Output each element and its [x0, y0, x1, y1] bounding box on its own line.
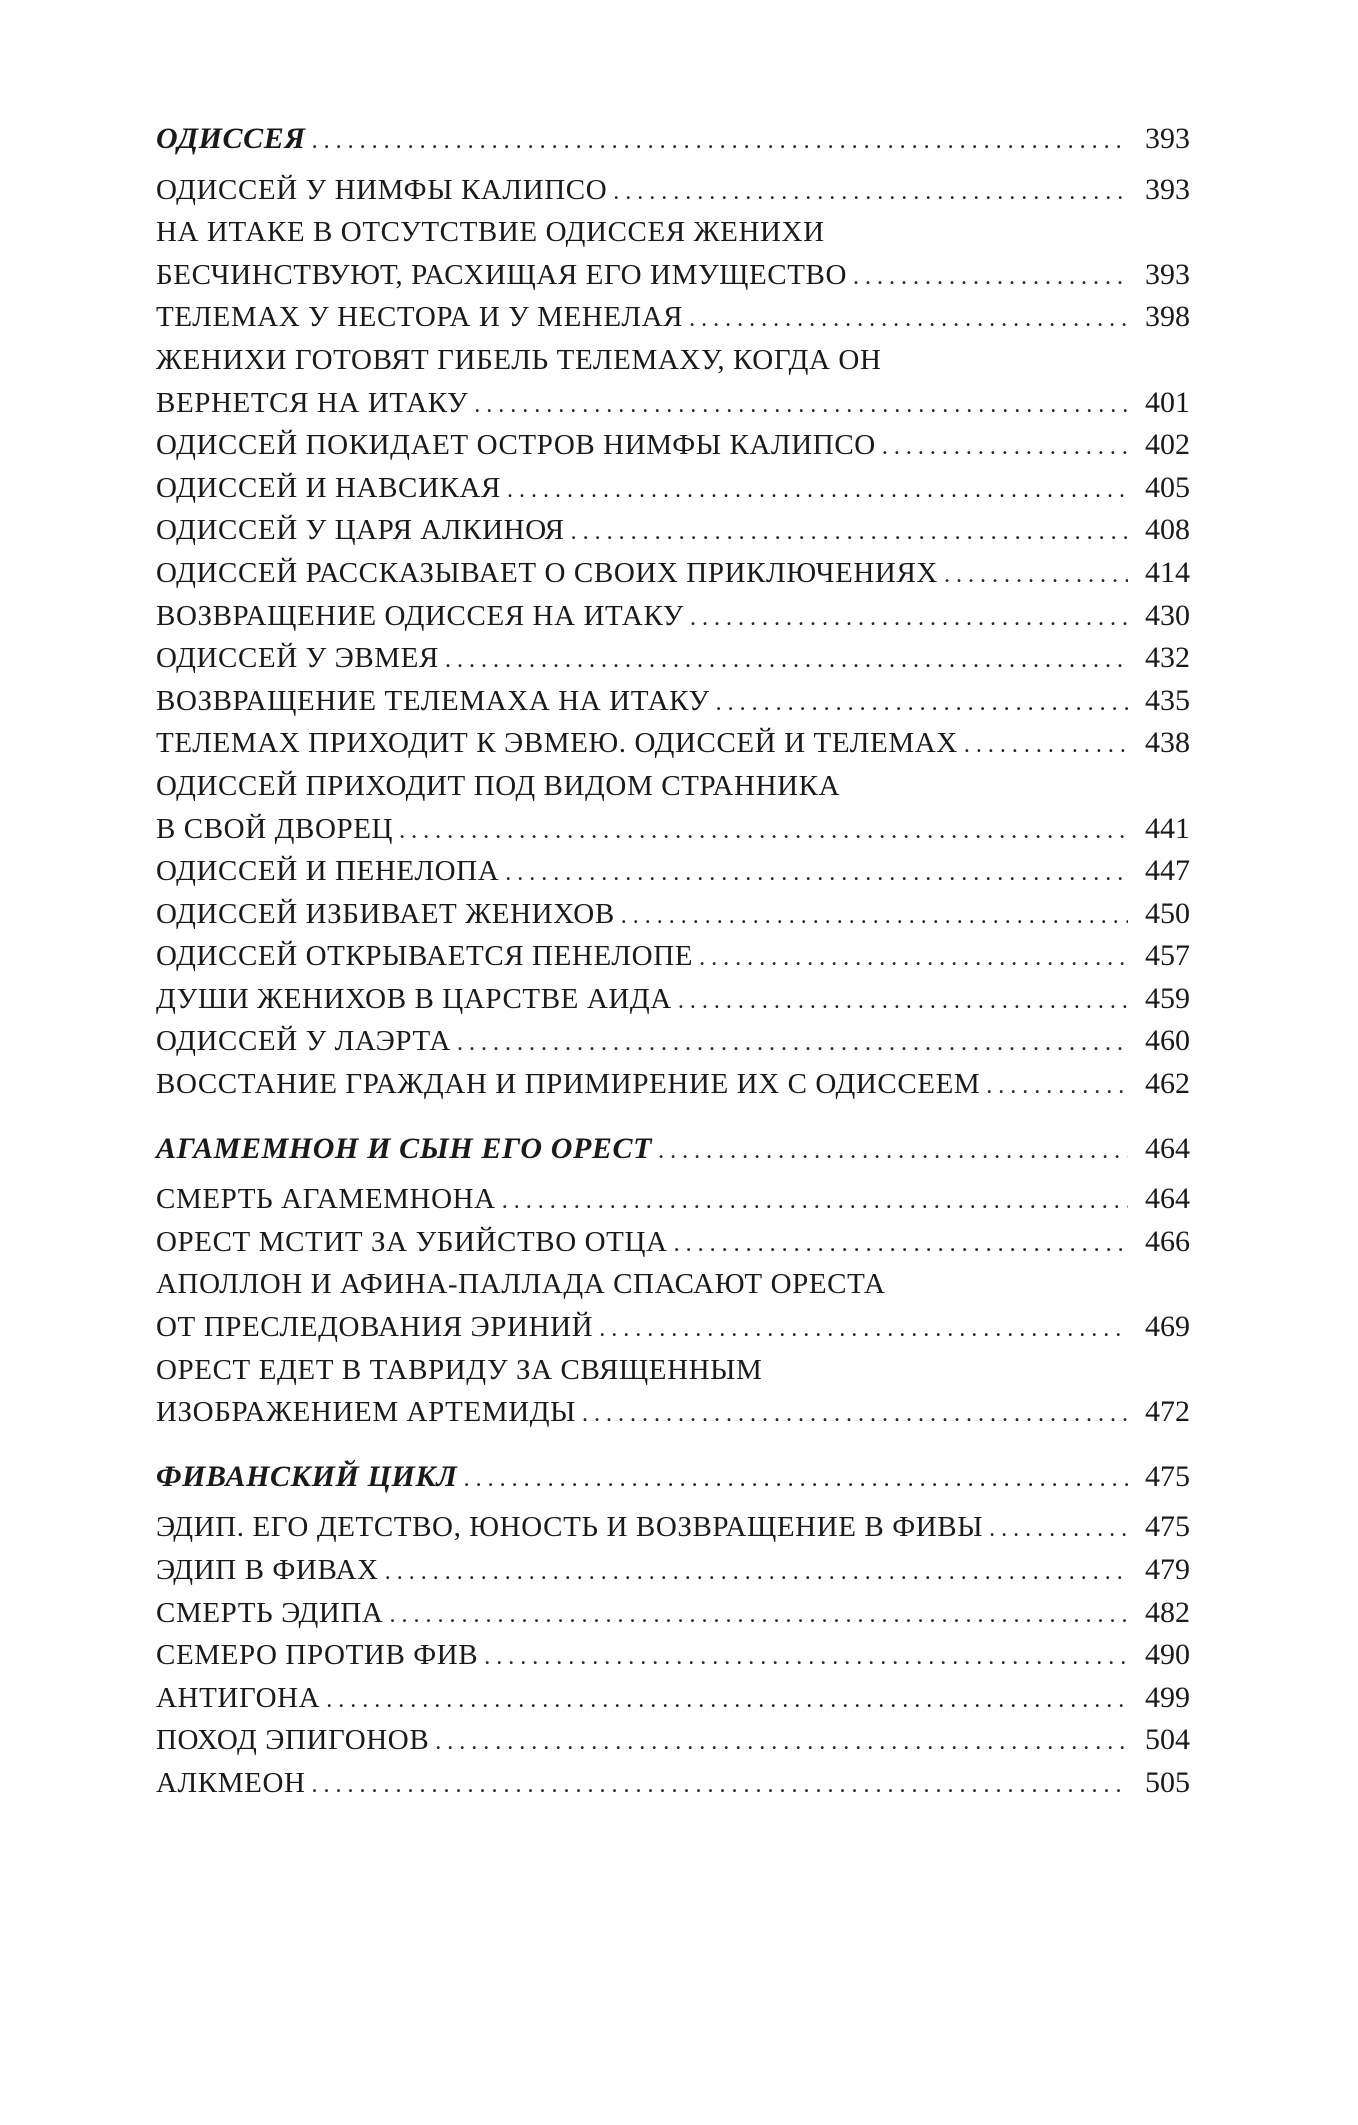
dot-leader [689, 298, 1128, 341]
dot-leader [882, 426, 1128, 469]
page-number: 460 [1145, 1024, 1190, 1058]
page-number: 441 [1145, 811, 1190, 845]
dot-leader [716, 682, 1128, 725]
toc-entry[interactable] [156, 509, 1190, 552]
page-number: 490 [1145, 1638, 1190, 1672]
dot-leader [571, 511, 1128, 554]
entry-title: ТЕЛЕМАХ ПРИХОДИТ К ЭВМЕЮ. ОДИССЕЙ И ТЕЛЕМАХ [156, 727, 958, 760]
toc-section [156, 1128, 1190, 1434]
page-number: 447 [1145, 854, 1190, 888]
page-number: 504 [1145, 1723, 1190, 1757]
dot-leader [484, 1636, 1128, 1679]
page-number: 435 [1145, 683, 1190, 717]
toc-entry[interactable] [156, 467, 1190, 510]
entry-title: ОДИССЕЙ ПРИХОДИТ ПОД ВИДОМ СТРАННИКА [156, 769, 841, 802]
dot-leader [445, 639, 1128, 682]
toc-entry[interactable] [156, 1506, 1190, 1549]
page-number: 414 [1145, 555, 1190, 589]
dot-leader [599, 1308, 1128, 1351]
section-heading[interactable] [156, 1128, 1190, 1171]
section-title: АГАМЕМНОН И СЫН ЕГО ОРЕСТ [156, 1131, 653, 1165]
entry-title: ОДИССЕЙ У ЭВМЕЯ [156, 642, 439, 675]
page-number: 393 [1145, 257, 1190, 291]
toc-entry[interactable] [156, 1634, 1190, 1677]
page-number: 438 [1145, 726, 1190, 760]
toc-entry[interactable] [156, 552, 1190, 595]
toc-entry[interactable] [156, 1178, 1190, 1221]
section-heading[interactable] [156, 118, 1190, 161]
entry-title: ТЕЛЕМАХ У НЕСТОРА И У МЕНЕЛАЯ [156, 301, 684, 334]
dot-leader [699, 937, 1128, 980]
entry-title: В СВОЙ ДВОРЕЦ [156, 812, 394, 845]
entry-title: ОРЕСТ ЕДЕТ В ТАВРИДУ ЗА СВЯЩЕННЫМ [156, 1353, 763, 1386]
page-number: 398 [1145, 300, 1190, 334]
entry-title: ОДИССЕЙ У ЦАРЯ АЛКИНОЯ [156, 514, 565, 547]
entry-title: БЕСЧИНСТВУЮТ, РАСХИЩАЯ ЕГО ИМУЩЕСТВО [156, 258, 848, 291]
dot-leader [621, 895, 1128, 938]
page-number: 432 [1145, 641, 1190, 675]
toc-entry[interactable] [156, 637, 1190, 680]
section-heading[interactable] [156, 1456, 1190, 1499]
dot-leader [464, 1458, 1128, 1501]
page-number: 457 [1145, 939, 1190, 973]
entry-title: АПОЛЛОН И АФИНА-ПАЛЛАДА СПАСАЮТ ОРЕСТА [156, 1268, 886, 1301]
toc-entry[interactable] [156, 1063, 1190, 1106]
toc-entry[interactable] [156, 1677, 1190, 1720]
toc-entry[interactable] [156, 1349, 1190, 1434]
dot-leader [457, 1022, 1128, 1065]
toc-entry[interactable] [156, 765, 1190, 850]
toc-entry[interactable] [156, 424, 1190, 467]
entry-title: ОДИССЕЙ ПОКИДАЕТ ОСТРОВ НИМФЫ КАЛИПСО [156, 429, 876, 462]
entry-title: СЕМЕРО ПРОТИВ ФИВ [156, 1639, 479, 1672]
dot-leader [507, 469, 1128, 512]
toc-section [156, 1456, 1190, 1805]
dot-leader [435, 1721, 1128, 1764]
entry-title: ОДИССЕЙ У НИМФЫ КАЛИПСО [156, 173, 608, 206]
page-number: 405 [1145, 470, 1190, 504]
section-title: ОДИССЕЯ [156, 122, 306, 155]
dot-leader [399, 810, 1128, 853]
dot-leader [678, 980, 1128, 1023]
entry-title: ОДИССЕЙ И НАВСИКАЯ [156, 471, 501, 504]
dot-leader [389, 1594, 1128, 1637]
entry-title: АНТИГОНА [156, 1681, 321, 1714]
dot-leader [944, 554, 1128, 597]
page-number: 475 [1145, 1459, 1190, 1493]
entry-title: ЭДИП В ФИВАХ [156, 1554, 379, 1586]
dot-leader [964, 724, 1128, 767]
entry-title: ВЕРНЕТСЯ НА ИТАКУ [156, 386, 469, 419]
dot-leader [505, 852, 1128, 895]
dot-leader [582, 1393, 1128, 1436]
page-number: 459 [1145, 981, 1190, 1015]
page-number: 475 [1145, 1510, 1190, 1544]
toc-entry[interactable] [156, 211, 1190, 296]
page-number: 464 [1145, 1182, 1190, 1216]
toc-entry[interactable] [156, 1263, 1190, 1348]
dot-leader [989, 1508, 1128, 1551]
entry-title: ИЗОБРАЖЕНИЕМ АРТЕМИДЫ [156, 1396, 577, 1429]
dot-leader [613, 171, 1128, 214]
entry-title: ОДИССЕЙ РАССКАЗЫВАЕТ О СВОИХ ПРИКЛЮЧЕНИЯХ [156, 556, 938, 589]
section-title: ФИВАНСКИЙ ЦИКЛ [156, 1459, 458, 1493]
entry-title: СМЕРТЬ ЭДИПА [156, 1596, 384, 1629]
dot-leader [502, 1180, 1128, 1223]
entry-title: ОДИССЕЙ И ПЕНЕЛОПА [156, 855, 500, 888]
dot-leader [853, 256, 1128, 299]
dot-leader [385, 1551, 1128, 1594]
toc-entry[interactable] [156, 169, 1190, 212]
entry-title: СМЕРТЬ АГАМЕМНОНА [156, 1183, 496, 1216]
dot-leader [986, 1065, 1128, 1108]
toc-entry[interactable] [156, 680, 1190, 723]
dot-leader [690, 597, 1128, 640]
entry-title: ОТ ПРЕСЛЕДОВАНИЯ ЭРИНИЙ [156, 1311, 594, 1344]
page-number: 505 [1145, 1765, 1190, 1799]
toc-entry[interactable] [156, 1719, 1190, 1762]
entry-title: ЖЕНИХИ ГОТОВЯТ ГИБЕЛЬ ТЕЛЕМАХУ, КОГДА ОН [156, 343, 882, 376]
toc-entry[interactable] [156, 722, 1190, 765]
page-number: 393 [1145, 172, 1190, 206]
toc-section [156, 118, 1190, 1106]
page-number: 393 [1145, 122, 1190, 155]
toc-entry[interactable] [156, 850, 1190, 893]
entry-title: ОРЕСТ МСТИТ ЗА УБИЙСТВО ОТЦА [156, 1225, 668, 1258]
toc-entry[interactable] [156, 339, 1190, 424]
entry-title: ЭДИП. ЕГО ДЕТСТВО, ЮНОСТЬ И ВОЗВРАЩЕНИЕ В ФИВЫ [156, 1511, 984, 1544]
table-of-contents [156, 118, 1190, 1827]
entry-title: ВОЗВРАЩЕНИЕ ОДИССЕЯ НА ИТАКУ [156, 599, 684, 632]
entry-title: ОДИССЕЙ ОТКРЫВАЕТСЯ ПЕНЕЛОПЕ [156, 940, 694, 973]
entry-title: ПОХОД ЭПИГОНОВ [156, 1724, 430, 1757]
toc-entry[interactable] [156, 1549, 1190, 1592]
entry-title: НА ИТАКЕ В ОТСУТСТВИЕ ОДИССЕЯ ЖЕНИХИ [156, 216, 825, 249]
entry-title: ВОССТАНИЕ ГРАЖДАН И ПРИМИРЕНИЕ ИХ С ОДИССЕЕМ [156, 1068, 981, 1101]
page-number: 464 [1145, 1131, 1190, 1165]
toc-entry[interactable] [156, 978, 1190, 1021]
page-number: 430 [1145, 598, 1190, 632]
toc-entry[interactable] [156, 595, 1190, 638]
page-number: 466 [1145, 1224, 1190, 1258]
page-number: 472 [1145, 1395, 1190, 1429]
page-number: 462 [1145, 1067, 1190, 1101]
toc-entry[interactable] [156, 1592, 1190, 1635]
dot-leader [674, 1223, 1128, 1266]
entry-title: ВОЗВРАЩЕНИЕ ТЕЛЕМАХА НА ИТАКУ [156, 684, 710, 717]
page-number: 408 [1145, 513, 1190, 547]
toc-entry[interactable] [156, 893, 1190, 936]
toc-entry[interactable] [156, 1020, 1190, 1063]
entry-title: ОДИССЕЙ У ЛАЭРТА [156, 1025, 451, 1058]
page-number: 482 [1145, 1595, 1190, 1629]
toc-entry[interactable] [156, 1762, 1190, 1805]
dot-leader [326, 1679, 1128, 1722]
dot-leader [658, 1130, 1128, 1173]
dot-leader [474, 384, 1128, 427]
toc-entry[interactable] [156, 296, 1190, 339]
dot-leader [312, 120, 1128, 163]
toc-entry[interactable] [156, 935, 1190, 978]
page-number: 469 [1145, 1310, 1190, 1344]
page-number: 450 [1145, 896, 1190, 930]
entry-title: ДУШИ ЖЕНИХОВ В ЦАРСТВЕ АИДА [156, 982, 672, 1015]
toc-entry[interactable] [156, 1221, 1190, 1264]
entry-title: ОДИССЕЙ ИЗБИВАЕТ ЖЕНИХОВ [156, 897, 615, 930]
page-number: 499 [1145, 1680, 1190, 1714]
page-number: 402 [1145, 428, 1190, 462]
entry-title: АЛКМЕОН [156, 1766, 306, 1799]
page-number: 401 [1145, 385, 1190, 419]
dot-leader [312, 1764, 1128, 1807]
page-number: 479 [1145, 1553, 1190, 1586]
